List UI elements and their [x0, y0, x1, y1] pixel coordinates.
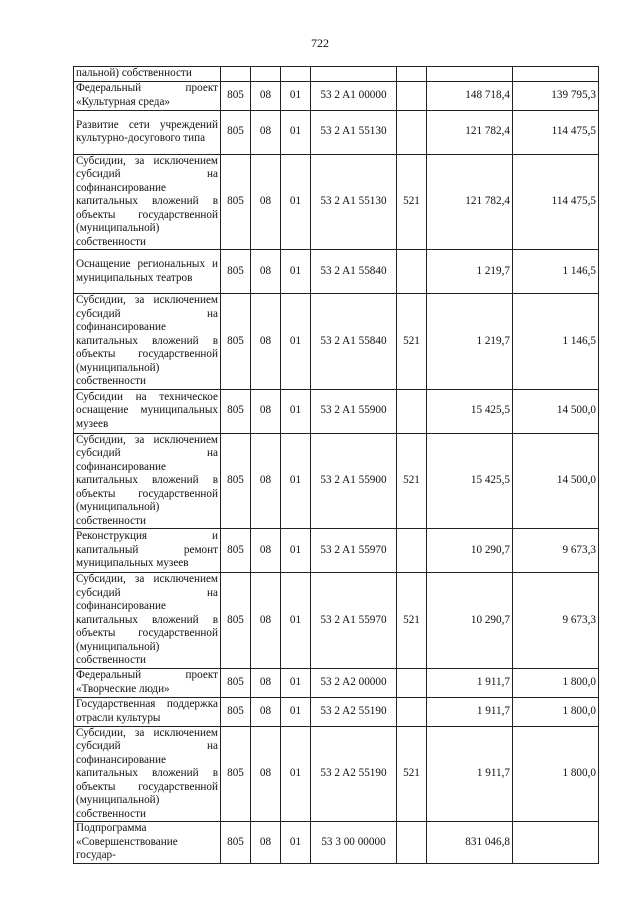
- row-target-article: 53 2 A1 55840: [311, 294, 397, 390]
- row-ved-code: 805: [221, 294, 251, 390]
- row-section-code: 08: [251, 433, 281, 529]
- row-name: Субсидии, за исключением субсидий на софинансирование капитальных вложений в объекты государственной (муниципальной) собственности: [74, 433, 221, 529]
- row-section-code: 08: [251, 668, 281, 697]
- row-amount-year2: [513, 822, 599, 864]
- row-subsection-code: 01: [281, 110, 311, 154]
- row-ved-code: 805: [221, 433, 251, 529]
- table-row: [74, 822, 599, 864]
- row-amount-year2: 14 500,0: [513, 389, 599, 433]
- row-target-article: 53 3 00 00000: [311, 822, 397, 864]
- row-expense-type: 521: [397, 726, 427, 822]
- table-row: [74, 726, 599, 822]
- row-amount-year2: 1 800,0: [513, 668, 599, 697]
- row-amount-year2: 1 800,0: [513, 726, 599, 822]
- row-section-code: 08: [251, 822, 281, 864]
- row-expense-type: [397, 697, 427, 726]
- row-expense-type: [397, 67, 427, 82]
- row-expense-type: 521: [397, 573, 427, 669]
- budget-table: [73, 66, 599, 864]
- row-target-article: 53 2 A2 55190: [311, 726, 397, 822]
- row-subsection-code: 01: [281, 573, 311, 669]
- row-target-article: 53 2 A1 55900: [311, 433, 397, 529]
- row-amount-year1: 1 911,7: [427, 697, 513, 726]
- row-target-article: 53 2 A1 55840: [311, 250, 397, 294]
- row-amount-year1: 148 718,4: [427, 81, 513, 110]
- row-target-article: [311, 67, 397, 82]
- row-target-article: 53 2 A1 00000: [311, 81, 397, 110]
- row-name: Субсидии, за исключением субсидий на софинансирование капитальных вложений в объекты государственной (муниципальной) собственности: [74, 573, 221, 669]
- row-section-code: 08: [251, 154, 281, 250]
- row-name: Субсидии на техническое оснащение муниципальных музеев: [74, 389, 221, 433]
- row-subsection-code: 01: [281, 697, 311, 726]
- row-amount-year1: 15 425,5: [427, 389, 513, 433]
- row-amount-year2: 114 475,5: [513, 110, 599, 154]
- row-amount-year2: [513, 67, 599, 82]
- row-target-article: 53 2 A1 55900: [311, 389, 397, 433]
- row-subsection-code: 01: [281, 294, 311, 390]
- table-row: [74, 433, 599, 529]
- row-name: Государственная поддержка отрасли культуры: [74, 697, 221, 726]
- row-amount-year1: 1 219,7: [427, 294, 513, 390]
- table-row: [74, 697, 599, 726]
- row-amount-year1: 10 290,7: [427, 573, 513, 669]
- row-subsection-code: [281, 67, 311, 82]
- row-name: Развитие сети учреждений культурно-досугового типа: [74, 110, 221, 154]
- row-expense-type: [397, 110, 427, 154]
- table-row: [74, 67, 599, 82]
- table-row: [74, 294, 599, 390]
- row-subsection-code: 01: [281, 822, 311, 864]
- row-subsection-code: 01: [281, 250, 311, 294]
- row-section-code: 08: [251, 529, 281, 573]
- row-subsection-code: 01: [281, 389, 311, 433]
- table-row: [74, 250, 599, 294]
- row-name: Подпрограмма «Совершенствование государ-: [74, 822, 221, 864]
- row-amount-year1: 121 782,4: [427, 110, 513, 154]
- row-section-code: 08: [251, 110, 281, 154]
- row-ved-code: 805: [221, 154, 251, 250]
- row-ved-code: 805: [221, 573, 251, 669]
- row-amount-year2: 139 795,3: [513, 81, 599, 110]
- row-section-code: 08: [251, 250, 281, 294]
- row-amount-year2: 1 800,0: [513, 697, 599, 726]
- row-section-code: 08: [251, 389, 281, 433]
- row-section-code: [251, 67, 281, 82]
- row-amount-year1: 1 219,7: [427, 250, 513, 294]
- row-amount-year2: 9 673,3: [513, 573, 599, 669]
- row-name: Реконструкция и капитальный ремонт муниципальных музеев: [74, 529, 221, 573]
- row-name: Федеральный проект «Творческие люди»: [74, 668, 221, 697]
- row-ved-code: 805: [221, 668, 251, 697]
- row-amount-year2: 14 500,0: [513, 433, 599, 529]
- row-ved-code: 805: [221, 389, 251, 433]
- row-section-code: 08: [251, 726, 281, 822]
- row-amount-year1: 831 046,8: [427, 822, 513, 864]
- row-amount-year2: 1 146,5: [513, 294, 599, 390]
- row-amount-year1: 15 425,5: [427, 433, 513, 529]
- row-subsection-code: 01: [281, 154, 311, 250]
- row-amount-year2: 1 146,5: [513, 250, 599, 294]
- page-number: 722: [311, 36, 329, 50]
- table-row: [74, 110, 599, 154]
- row-name: Субсидии, за исключением субсидий на софинансирование капитальных вложений в объекты государственной (муниципальной) собственности: [74, 154, 221, 250]
- row-section-code: 08: [251, 697, 281, 726]
- table-row: [74, 81, 599, 110]
- row-target-article: 53 2 A1 55970: [311, 573, 397, 669]
- row-target-article: 53 2 A2 00000: [311, 668, 397, 697]
- row-ved-code: 805: [221, 726, 251, 822]
- row-target-article: 53 2 A1 55130: [311, 110, 397, 154]
- row-ved-code: 805: [221, 110, 251, 154]
- row-subsection-code: 01: [281, 529, 311, 573]
- row-subsection-code: 01: [281, 433, 311, 529]
- row-name: пальной) собственности: [74, 67, 221, 82]
- row-expense-type: [397, 529, 427, 573]
- row-amount-year1: [427, 67, 513, 82]
- row-ved-code: 805: [221, 697, 251, 726]
- table-body: [74, 67, 599, 864]
- row-amount-year1: 10 290,7: [427, 529, 513, 573]
- row-expense-type: [397, 822, 427, 864]
- row-expense-type: [397, 668, 427, 697]
- row-amount-year1: 121 782,4: [427, 154, 513, 250]
- row-subsection-code: 01: [281, 81, 311, 110]
- row-subsection-code: 01: [281, 726, 311, 822]
- row-ved-code: 805: [221, 822, 251, 864]
- row-ved-code: 805: [221, 250, 251, 294]
- row-amount-year2: 9 673,3: [513, 529, 599, 573]
- table-row: [74, 529, 599, 573]
- table-row: [74, 573, 599, 669]
- row-name: Оснащение региональных и муниципальных театров: [74, 250, 221, 294]
- row-name: Субсидии, за исключением субсидий на софинансирование капитальных вложений в объекты государственной (муниципальной) собственности: [74, 726, 221, 822]
- table-row: [74, 154, 599, 250]
- row-ved-code: [221, 67, 251, 82]
- row-name: Федеральный проект «Культурная среда»: [74, 81, 221, 110]
- row-target-article: 53 2 A1 55970: [311, 529, 397, 573]
- row-target-article: 53 2 A1 55130: [311, 154, 397, 250]
- row-target-article: 53 2 A2 55190: [311, 697, 397, 726]
- row-ved-code: 805: [221, 529, 251, 573]
- row-section-code: 08: [251, 81, 281, 110]
- row-subsection-code: 01: [281, 668, 311, 697]
- table-row: [74, 389, 599, 433]
- row-expense-type: [397, 389, 427, 433]
- row-section-code: 08: [251, 294, 281, 390]
- row-expense-type: 521: [397, 154, 427, 250]
- table-row: [74, 668, 599, 697]
- row-expense-type: 521: [397, 433, 427, 529]
- row-expense-type: [397, 81, 427, 110]
- row-amount-year1: 1 911,7: [427, 668, 513, 697]
- row-expense-type: [397, 250, 427, 294]
- row-expense-type: 521: [397, 294, 427, 390]
- row-name: Субсидии, за исключением субсидий на софинансирование капитальных вложений в объекты государственной (муниципальной) собственности: [74, 294, 221, 390]
- row-amount-year2: 114 475,5: [513, 154, 599, 250]
- row-section-code: 08: [251, 573, 281, 669]
- row-ved-code: 805: [221, 81, 251, 110]
- row-amount-year1: 1 911,7: [427, 726, 513, 822]
